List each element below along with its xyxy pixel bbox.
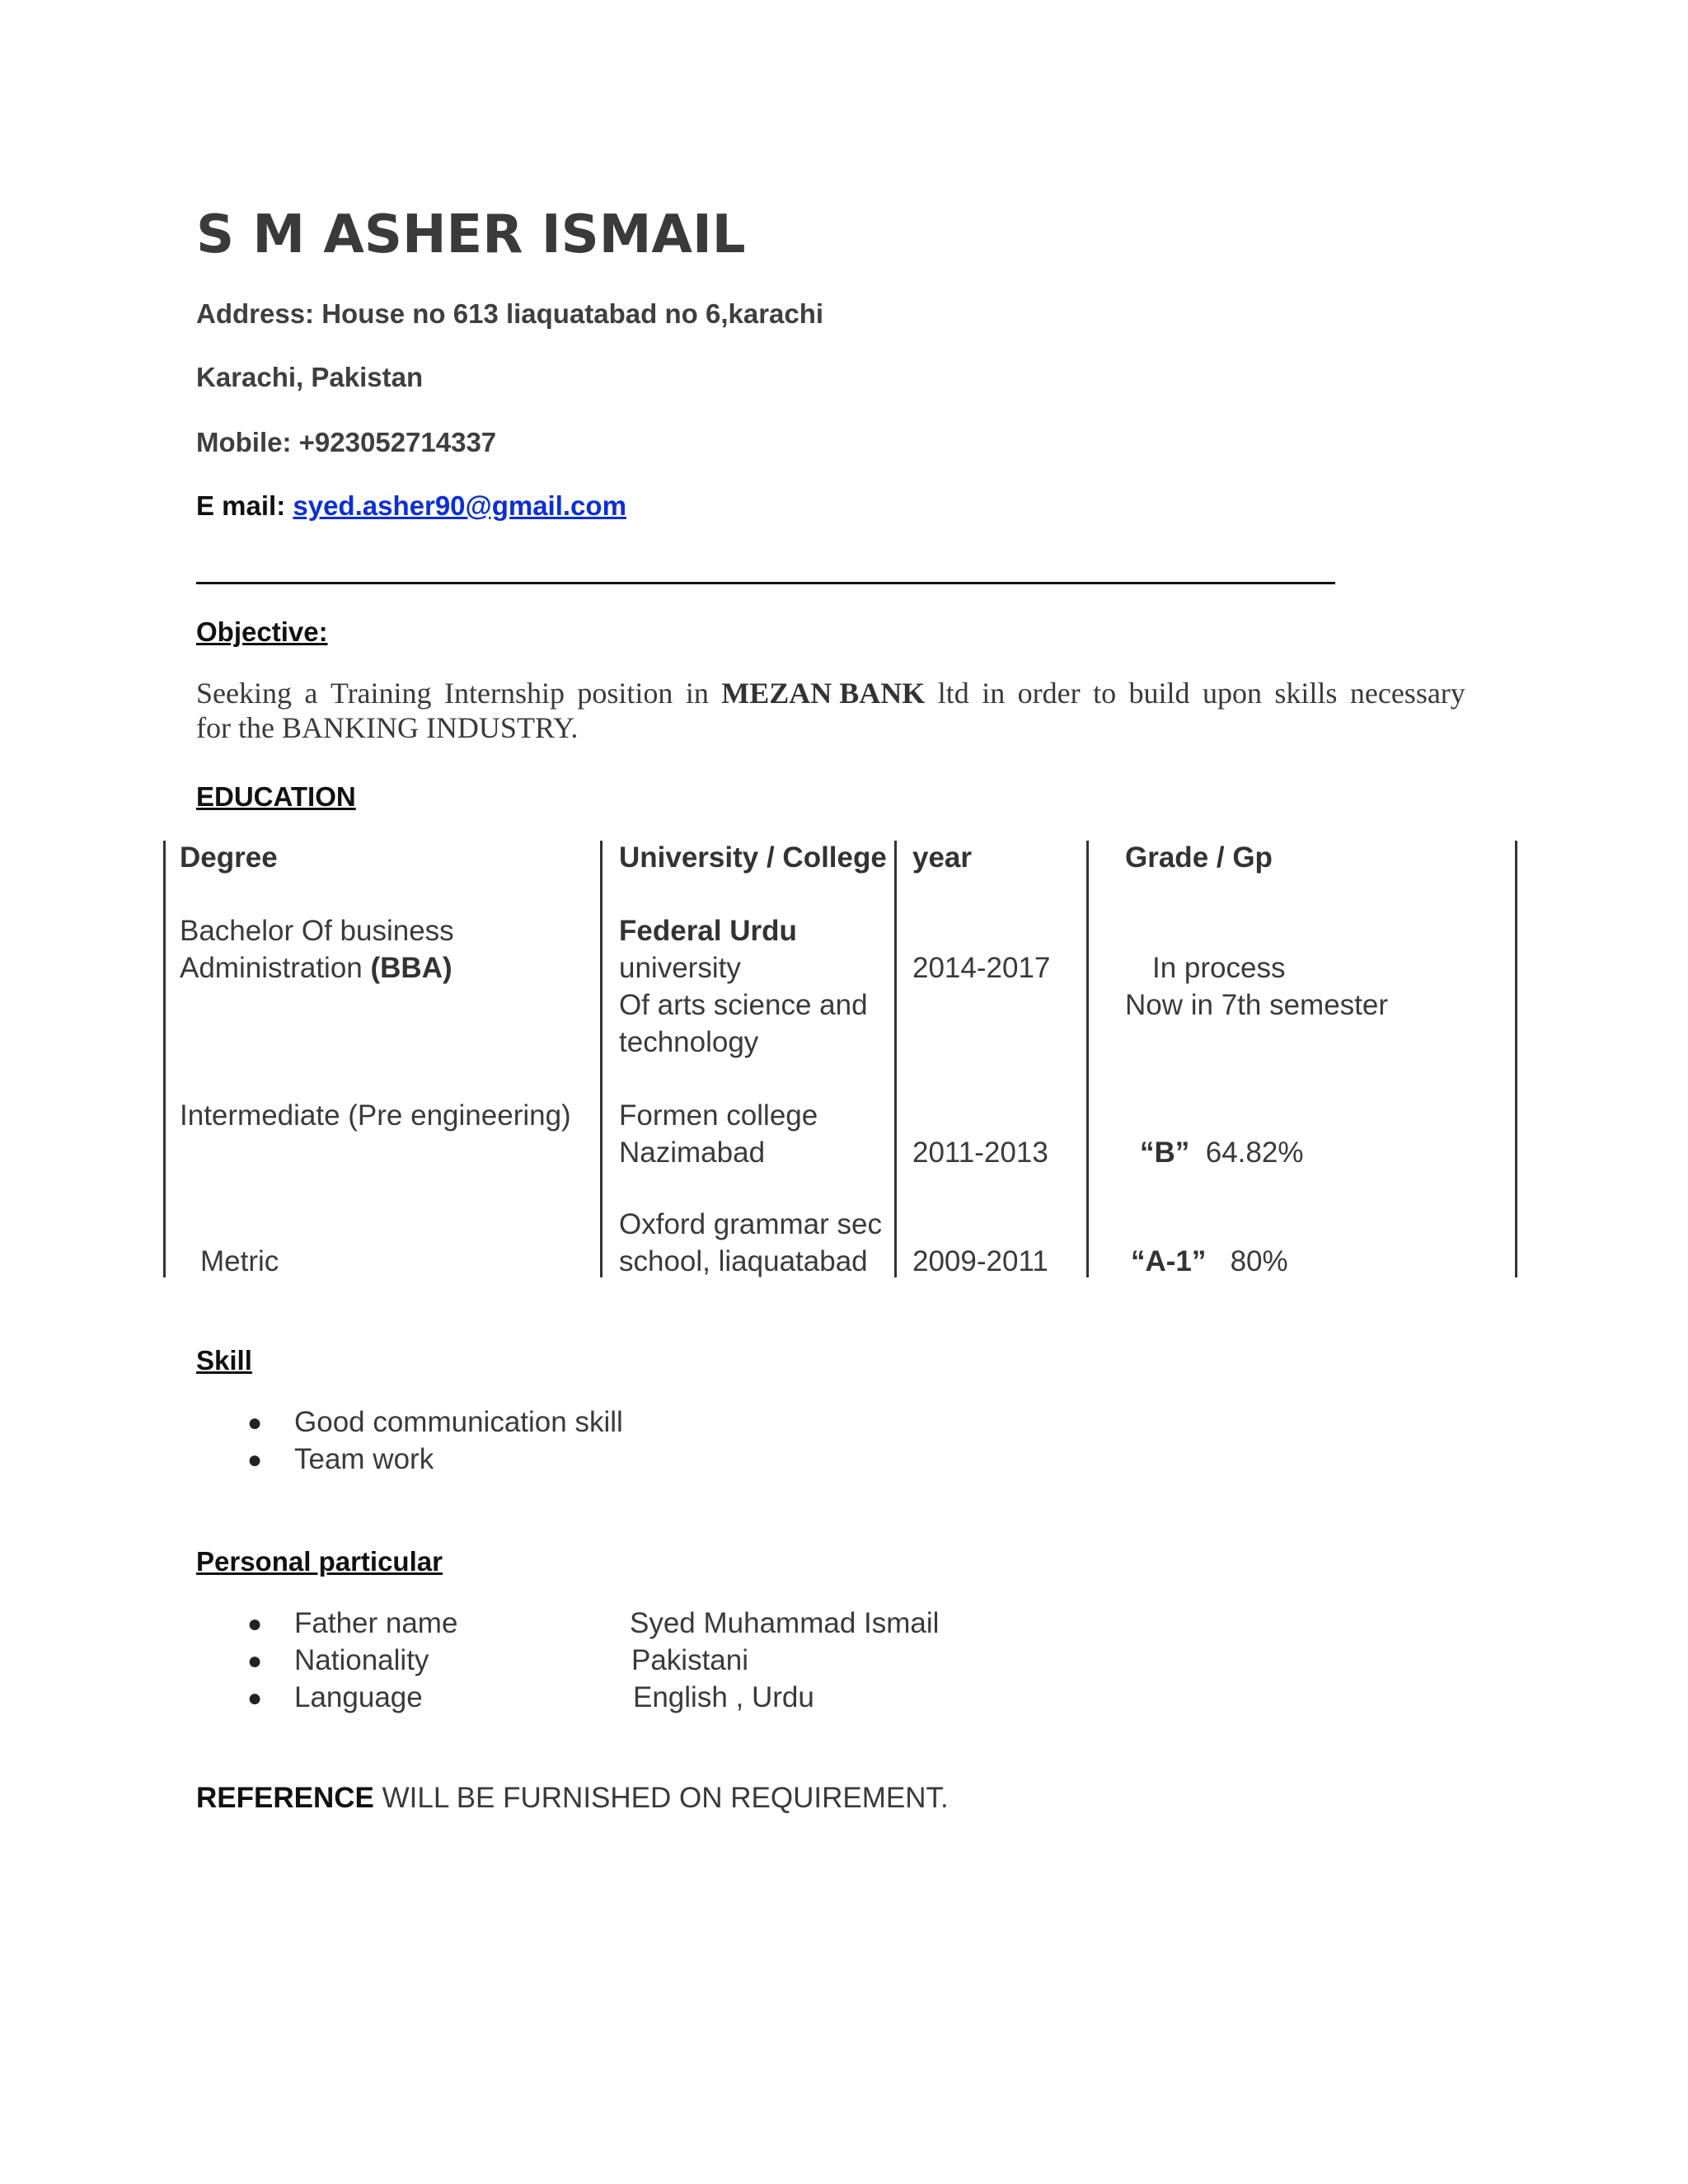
education-heading: EDUCATION — [196, 781, 356, 812]
row3-college-line2: school, liaquatabad — [619, 1245, 868, 1277]
objective-word: Internship — [443, 677, 565, 710]
bullet-icon: ● — [247, 1647, 263, 1675]
personal-heading: Personal particular — [196, 1546, 443, 1577]
row1-degree-abbr: (BBA) — [370, 952, 452, 984]
reference-bold: REFERENCE — [196, 1782, 374, 1814]
bullet-icon: ● — [247, 1610, 263, 1638]
personal-value-nationality: Pakistani — [631, 1644, 749, 1676]
table-border-left — [163, 841, 166, 1277]
reference-line — [196, 1782, 949, 1815]
row2-college-line2: Nazimabad — [619, 1137, 766, 1169]
row3-degree: Metric — [200, 1245, 279, 1277]
row3-college-line1: Oxford grammar sec — [619, 1208, 882, 1240]
row3-year: 2009-2011 — [912, 1245, 1048, 1277]
objective-word: in — [685, 677, 709, 710]
personal-label-language: Language — [294, 1681, 423, 1713]
objective-word: a — [304, 677, 318, 710]
column-header-college: University / College — [619, 841, 887, 874]
email-label: E mail: — [196, 490, 286, 521]
objective-word: skills — [1274, 677, 1338, 710]
objective-word: ltd — [937, 677, 969, 710]
row2-grade-value: 64.82% — [1205, 1137, 1304, 1169]
row2-grade — [1140, 1134, 1303, 1171]
skill-item: Good communication skill — [294, 1406, 623, 1438]
personal-label-nationality: Nationality — [294, 1644, 429, 1676]
row1-college-line3: Of arts science and — [619, 989, 868, 1021]
objective-word: build — [1128, 677, 1190, 710]
objective-word: order — [1017, 677, 1081, 710]
row1-degree-line2 — [180, 949, 452, 987]
row1-grade-line2: Now in 7th semester — [1125, 989, 1389, 1021]
row2-grade-mark: “B” — [1140, 1137, 1190, 1169]
personal-value-father: Syed Muhammad Ismail — [630, 1607, 940, 1639]
column-header-grade: Grade / Gp — [1125, 841, 1273, 874]
table-divider-1 — [600, 841, 603, 1277]
row3-grade — [1131, 1243, 1288, 1280]
bullet-icon: ● — [247, 1409, 263, 1436]
objective-word: Seeking — [196, 677, 292, 710]
row3-grade-value: 80% — [1230, 1245, 1288, 1277]
objective-line-1 — [196, 676, 1465, 710]
row1-college-line4: technology — [619, 1026, 759, 1058]
objective-text — [196, 676, 1465, 745]
column-header-degree: Degree — [180, 841, 278, 874]
table-divider-2 — [894, 841, 897, 1277]
reference-rest: WILL BE FURNISHED ON REQUIREMENT. — [373, 1782, 949, 1814]
objective-word: to — [1093, 677, 1117, 710]
column-header-year: year — [912, 841, 973, 874]
email-line — [196, 490, 626, 522]
objective-word: MEZAN BANK — [721, 677, 926, 710]
row3-grade-mark: “A-1” — [1131, 1245, 1207, 1277]
row1-grade-line1: In process — [1152, 952, 1286, 984]
bullet-icon: ● — [247, 1446, 263, 1474]
email-link[interactable]: syed.asher90@gmail.com — [293, 490, 626, 521]
objective-word: upon — [1202, 677, 1262, 710]
header-divider — [196, 582, 1335, 584]
row1-college-line2: university — [619, 952, 741, 984]
address-line: Address: House no 613 liaquatabad no 6,karachi — [196, 298, 824, 329]
mobile-line: Mobile: +923052714337 — [196, 427, 497, 457]
personal-value-language: English , Urdu — [633, 1681, 814, 1713]
row1-degree-text: Administration — [180, 952, 371, 984]
objective-word: position — [577, 677, 673, 710]
row2-degree: Intermediate (Pre engineering) — [180, 1099, 571, 1132]
row1-degree-line1: Bachelor Of business — [180, 915, 454, 947]
table-border-right — [1515, 841, 1517, 1277]
skill-heading: Skill — [196, 1345, 252, 1376]
objective-word: Training — [330, 677, 432, 710]
city-line: Karachi, Pakistan — [196, 362, 424, 392]
candidate-name: S M ASHER ISMAIL — [196, 204, 746, 265]
row1-year: 2014-2017 — [912, 952, 1051, 984]
skill-item: Team work — [294, 1443, 434, 1475]
objective-line-2: for the BANKING INDUSTRY. — [196, 711, 579, 744]
row2-year: 2011-2013 — [912, 1137, 1048, 1169]
objective-heading: Objective: — [196, 616, 328, 647]
table-divider-3 — [1086, 841, 1089, 1277]
row2-college-line1: Formen college — [619, 1099, 818, 1132]
objective-word: necessary — [1349, 677, 1465, 710]
bullet-icon: ● — [247, 1685, 263, 1712]
objective-word: in — [982, 677, 1006, 710]
row1-college-line1: Federal Urdu — [619, 915, 797, 947]
personal-label-father: Father name — [294, 1607, 458, 1639]
